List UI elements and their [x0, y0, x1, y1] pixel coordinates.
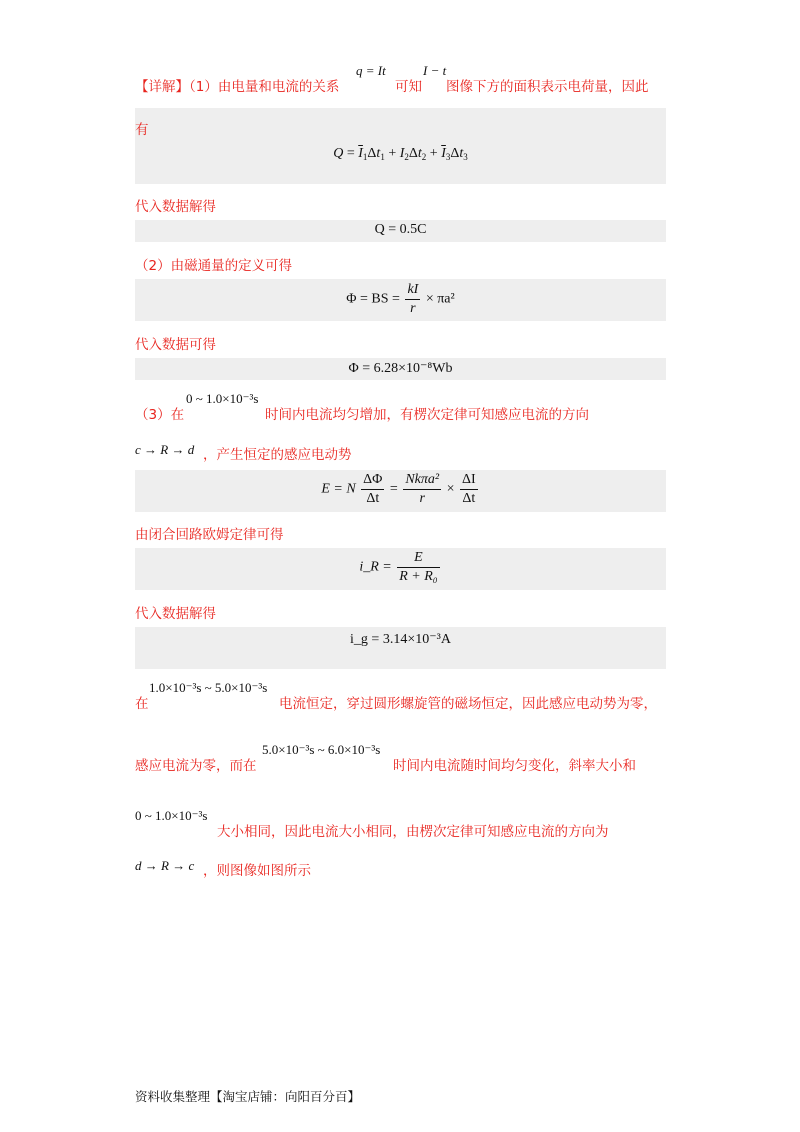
- formula-direction-1: c → R → d: [135, 442, 195, 457]
- formula-box-2: [135, 220, 666, 242]
- formula-box-7: [135, 627, 666, 669]
- p3-text: （2）由磁通量的定义可得: [135, 258, 293, 274]
- p8-text-2: 电流恒定，穿过圆形螺旋管的磁场恒定，因此感应电动势为零，: [279, 696, 657, 712]
- equation-flux: Φ = BS = $\frac{kI}{r}$ × πa²: [346, 282, 455, 316]
- p8-text-1: 在: [135, 696, 149, 712]
- formula-box-3: [135, 279, 666, 321]
- p8-text-3: 感应电流为零，而在: [135, 758, 257, 774]
- p7-text: 代入数据解得: [135, 606, 216, 622]
- p2-text: 代入数据解得: [135, 199, 216, 215]
- p1-text-2: 可知: [395, 79, 422, 95]
- p6-text: 由闭合回路欧姆定律可得: [135, 527, 284, 543]
- formula-interval-1: 0 ~ 1.0×10⁻³s: [186, 391, 259, 406]
- equation-flux-value: Φ = 6.28×10⁻⁸Wb: [348, 361, 453, 376]
- formula-box-6: [135, 548, 666, 590]
- answer-label: 【详解】: [135, 79, 189, 95]
- formula-box-4: [135, 358, 666, 380]
- formula-interval-3: 5.0×10⁻³s ~ 6.0×10⁻³s: [262, 742, 381, 757]
- equation-current: i_R = $\frac{E}{\text{R + R₀}}$: [359, 550, 438, 584]
- p5-text-1: （3）在: [135, 407, 185, 423]
- formula-interval-4: 0 ~ 1.0×10⁻³s: [135, 808, 208, 823]
- equation-charge-value: Q = 0.5C: [374, 222, 427, 237]
- formula-box-1: [135, 108, 666, 184]
- footer-source: 资料收集整理【淘宝店铺：向阳百分百】: [135, 1089, 361, 1104]
- p8-text-4: 时间内电流随时间均匀变化，斜率大小和: [393, 758, 636, 774]
- formula-interval-2: 1.0×10⁻³s ~ 5.0×10⁻³s: [149, 680, 268, 695]
- p5-text-3: ，产生恒定的感应电动势: [203, 447, 352, 463]
- formula-box-5: [135, 470, 666, 512]
- p1-line: [135, 75, 339, 95]
- equation-emf: E = N $\frac{\Delta\Phi}{\Delta t}$ = $\frac{\text{Nkπa²}}{r}$ × $\frac{\Delta I}{\Delta t}$: [321, 472, 476, 506]
- formula-direction-2: d → R → c: [135, 858, 195, 873]
- equation-charge-sum: $Q = \overline{I}_1\Delta t_1 + I_2\Delta t_2 + \overline{I}_3\Delta t_3$: [333, 146, 468, 162]
- formula-q-it: q = It: [356, 63, 386, 78]
- equation-current-value: i_g = 3.14×10⁻³A: [350, 632, 451, 647]
- p8-text-6: ，则图像如图所示: [203, 863, 311, 879]
- p1-text-4: 有: [135, 122, 149, 138]
- p1-text-3: 图像下方的面积表示电荷量，因此: [446, 79, 649, 95]
- p8-text-5: 大小相同，因此电流大小相同，由楞次定律可知感应电流的方向为: [217, 824, 609, 840]
- p4-text: 代入数据可得: [135, 337, 216, 353]
- p1-text-1: （1）由电量和电流的关系: [189, 79, 340, 95]
- p5-text-2: 时间内电流均匀增加，有楞次定律可知感应电流的方向: [265, 407, 589, 423]
- formula-i-t: I − t: [423, 63, 447, 78]
